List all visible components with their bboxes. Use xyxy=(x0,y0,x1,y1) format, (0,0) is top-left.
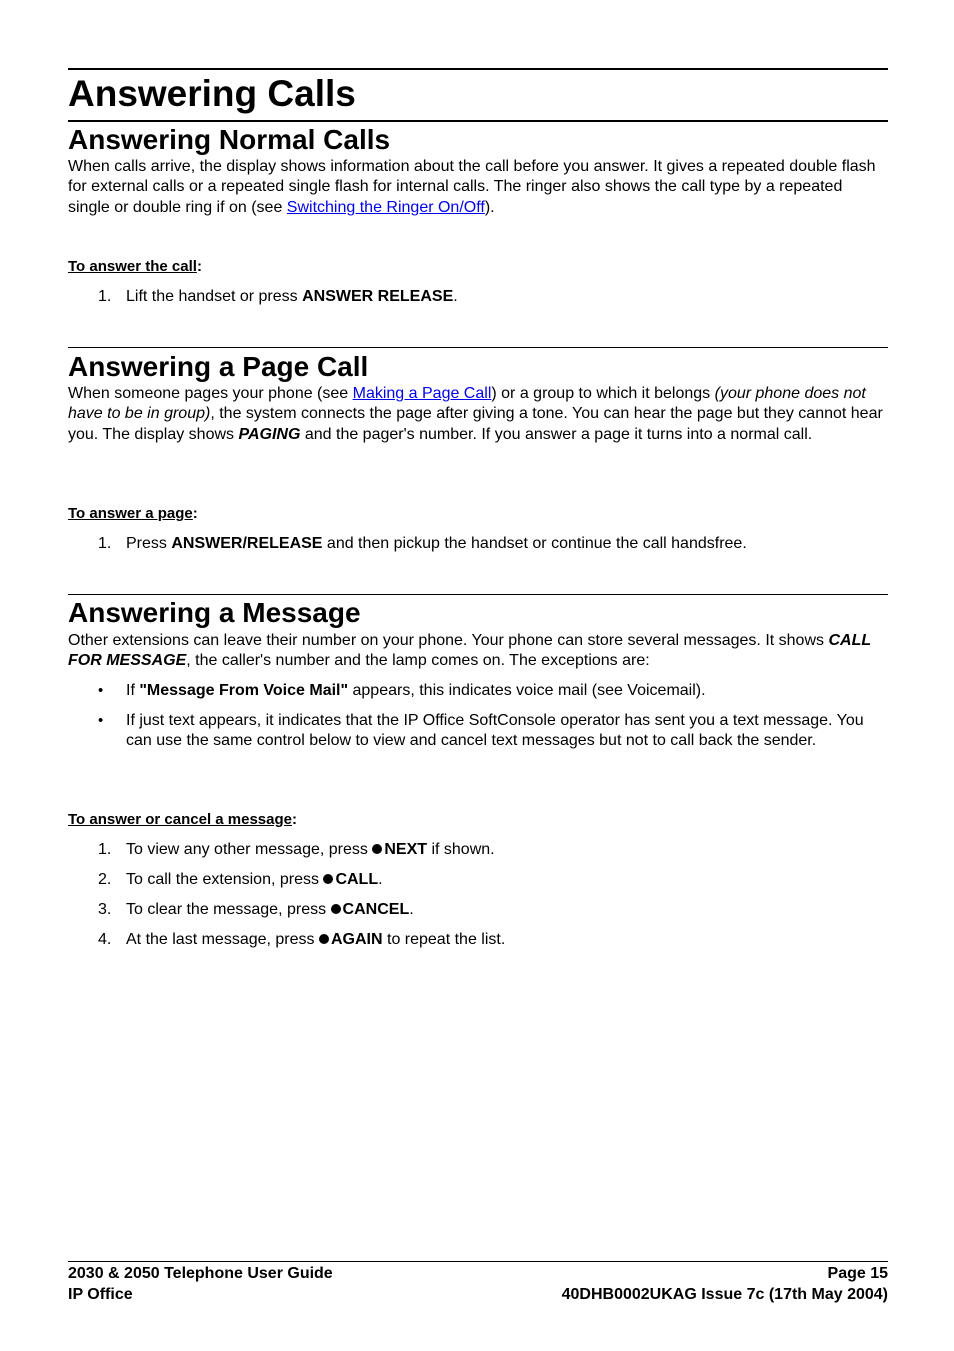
step-text: Press ANSWER/RELEASE and then pickup the handset or continue the call handsfree. xyxy=(126,535,747,552)
section-heading-normal-calls: Answering Normal Calls xyxy=(68,124,391,155)
step-number: 2. xyxy=(98,871,112,888)
footer-product: IP Office xyxy=(68,1286,133,1303)
step-number: 1. xyxy=(98,535,112,552)
step-number: 1. xyxy=(98,841,112,858)
footer-issue: 40DHB0002UKAG Issue 7c (17th May 2004) xyxy=(561,1286,888,1303)
link-switching-ringer[interactable]: Switching the Ringer On/Off xyxy=(286,198,485,216)
section-paragraph-normal-calls: When calls arrive, the display shows information about the call before you answer. It gives a repeated double flash for external calls or a repeated single flash for internal calls. The ringer also shows the call type by a repeated single or double ring if on (see Switching the Ringer On/Off). xyxy=(68,158,876,216)
soft-key-dot-icon xyxy=(331,904,341,914)
procedure-title-answer-call: To answer the call: xyxy=(68,258,202,275)
section-paragraph-message: Other extensions can leave their number on your phone. Your phone can store several messages. It shows CALL FOR MESSAGE, the caller's number and the lamp comes on. The exceptions are: xyxy=(68,632,871,670)
section-heading-page-call: Answering a Page Call xyxy=(68,351,369,382)
step-number: 4. xyxy=(98,931,112,948)
step-text: To clear the message, press CANCEL. xyxy=(126,901,414,918)
footer-rule xyxy=(68,1261,888,1262)
bullet-text: If "Message From Voice Mail" appears, this indicates voice mail (see Voicemail). xyxy=(126,682,706,699)
procedure-title-answer-message: To answer or cancel a message: xyxy=(68,811,297,828)
section-heading-message: Answering a Message xyxy=(68,597,361,628)
step-number: 1. xyxy=(98,288,112,305)
step-number: 3. xyxy=(98,901,112,918)
link-making-page-call[interactable]: Making a Page Call xyxy=(352,385,492,402)
bullet-glyph: • xyxy=(98,712,104,729)
step-text: At the last message, press AGAIN to repeat the list. xyxy=(126,931,506,948)
section-rule-message xyxy=(68,594,888,595)
bullet-glyph: • xyxy=(98,682,104,699)
page-title: Answering Calls xyxy=(68,73,356,114)
footer-document-title: 2030 & 2050 Telephone User Guide xyxy=(68,1265,333,1282)
soft-key-dot-icon xyxy=(319,934,329,944)
section-rule-page-call xyxy=(68,347,888,348)
step-text: Lift the handset or press ANSWER RELEASE. xyxy=(126,288,458,305)
title-top-rule xyxy=(68,68,888,70)
bullet-text: If just text appears, it indicates that the IP Office SoftConsole operator has sent you a text message. You can use the same control below to view and cancel text messages but not to call back the sender. xyxy=(126,712,864,750)
footer-page-number: Page 15 xyxy=(827,1265,888,1282)
procedure-title-answer-page: To answer a page: xyxy=(68,505,198,522)
step-text: To view any other message, press NEXT if shown. xyxy=(126,841,495,858)
step-text: To call the extension, press CALL. xyxy=(126,871,383,888)
soft-key-dot-icon xyxy=(372,844,382,854)
soft-key-dot-icon xyxy=(323,874,333,884)
section-paragraph-page-call: When someone pages your phone (see Making a Page Call) or a group to which it belongs (your phone does not have to be in group), the system connects the page after giving a tone. You can hear the page but they cannot hear you. The display shows PAGING and the pager's number. If you answer a page it turns into a normal call. xyxy=(68,385,883,443)
title-bottom-rule xyxy=(68,120,888,122)
